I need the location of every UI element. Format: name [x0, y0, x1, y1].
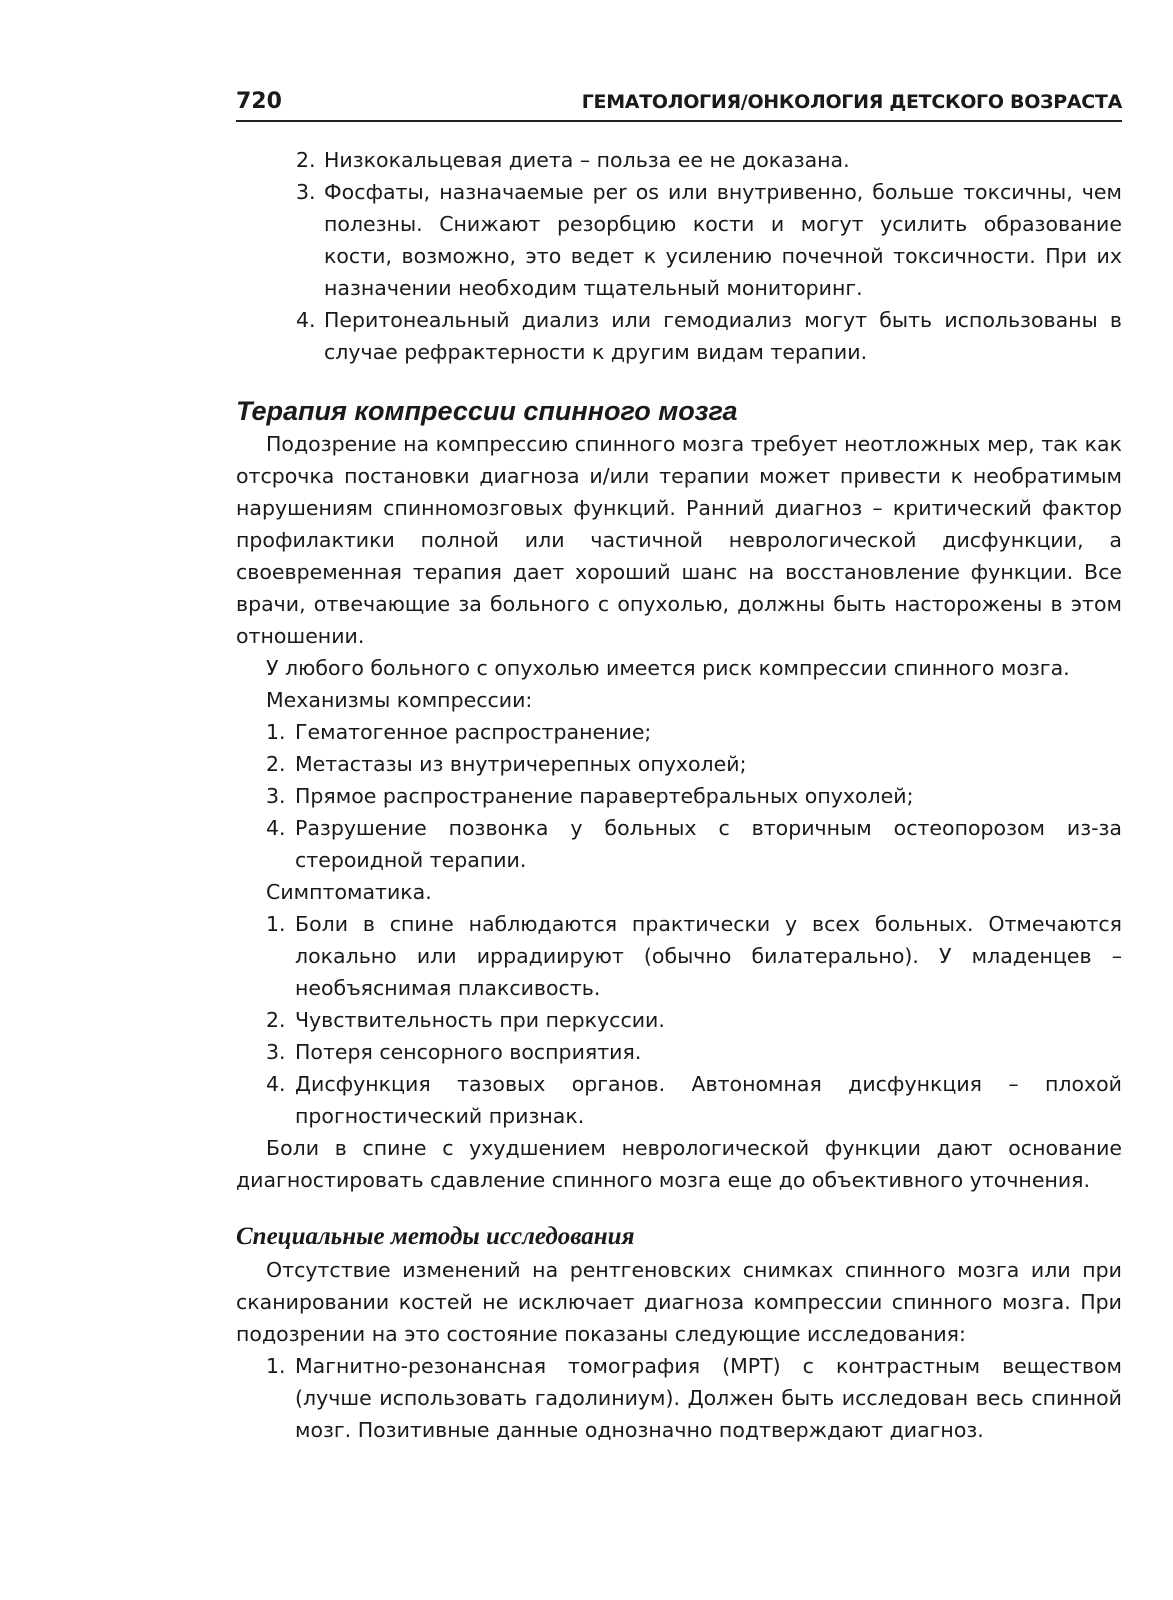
subsection-heading: Специальные методы исследования: [236, 1223, 635, 1250]
list-item-text: Боли в спине наблюдаются практически у всех больных. Отмечаются локально или иррадиируют (обычно билатерально). У младенцев – необъяснимая плаксивость.: [295, 912, 1122, 1000]
paragraph: Отсутствие изменений на рентгеновских снимках спинного мозга или при сканировании костей не исключает диагноза компрессии спинного мозга. При подозрении на это состояние показаны следующие исследования:: [236, 1258, 1122, 1346]
list-item-number: 1.: [266, 720, 286, 744]
running-title: ГЕМАТОЛОГИЯ/ОНКОЛОГИЯ ДЕТСКОГО ВОЗРАСТА: [581, 91, 1122, 113]
mechanisms-title: Механизмы компрессии:: [266, 688, 533, 712]
list-item: [236, 748, 1122, 780]
list-item: [236, 716, 1122, 748]
list-item: [236, 1350, 1122, 1446]
list-item-text: Перитонеальный диализ или гемодиализ могут быть использованы в случае рефрактерности к другим видам терапии.: [324, 308, 1122, 364]
list-item: [236, 1004, 1122, 1036]
list-item: [236, 1036, 1122, 1068]
list-item-text: Гематогенное распространение;: [295, 720, 652, 744]
list-item: [236, 812, 1122, 876]
list-item: [236, 908, 1122, 1004]
list-item-number: 1.: [266, 912, 286, 936]
page-header: [236, 86, 1122, 122]
list-item-text: Магнитно-резонансная томография (МРТ) с контрастным веществом (лучше использовать гадолиниум). Должен быть исследован весь спинной мозг. Позитивные данные однозначно подтверждают диагноз.: [295, 1354, 1122, 1442]
list-item-text: Метастазы из внутричерепных опухолей;: [295, 752, 747, 776]
list-item-text: Потеря сенсорного восприятия.: [295, 1040, 642, 1064]
section-spinal-compression: [236, 394, 1122, 1196]
list-item-number: 2.: [266, 1008, 286, 1032]
list-item-number: 4.: [296, 308, 316, 332]
paragraph: Подозрение на компрессию спинного мозга требует неотложных мер, так как отсрочка постановки диагноза и/или терапии может привести к необратимым нарушениям спинномозговых функций. Ранний диагноз – критический фактор профилактики полной или частичной неврологической дисфункции, а своевременная терапия дает хороший шанс на восстановление функции. Все врачи, отвечающие за больного с опухолью, должны быть насторожены в этом отношении.: [236, 432, 1122, 648]
top-numbered-list: [236, 144, 1122, 368]
list-item-text: Разрушение позвонка у больных с вторичным остеопорозом из-за стероидной терапии.: [295, 816, 1122, 872]
list-item-text: Фосфаты, назначаемые per os или внутривенно, больше токсичны, чем полезны. Снижают резорбцию кости и могут усилить образование кости, возможно, это ведет к усилению почечной токсичности. При их назначении необходим тщательный мониторинг.: [324, 180, 1122, 300]
list-item-text: Дисфункция тазовых органов. Автономная дисфункция – плохой прогностический признак.: [295, 1072, 1122, 1128]
list-item: [236, 144, 1122, 176]
list-item-number: 1.: [266, 1354, 286, 1378]
page-number: 720: [236, 89, 282, 114]
list-item: [236, 780, 1122, 812]
list-item: [236, 176, 1122, 304]
list-item-text: Чувствительность при перкуссии.: [295, 1008, 665, 1032]
list-item-number: 2.: [296, 148, 316, 172]
paragraph: У любого больного с опухолью имеется риск компрессии спинного мозга.: [266, 656, 1070, 680]
list-item: [236, 304, 1122, 368]
symptoms-title: Симптоматика.: [266, 880, 432, 904]
list-item-number: 4.: [266, 1072, 286, 1096]
list-item-number: 3.: [296, 180, 316, 204]
list-item-number: 3.: [266, 784, 286, 808]
list-item-text: Низкокальцевая диета – польза ее не доказана.: [324, 148, 850, 172]
list-item-number: 3.: [266, 1040, 286, 1064]
list-item-text: Прямое распространение паравертебральных опухолей;: [295, 784, 914, 808]
paragraph: Боли в спине с ухудшением неврологической функции дают основание диагностировать сдавление спинного мозга еще до объективного уточнения.: [236, 1136, 1122, 1192]
list-item-number: 4.: [266, 816, 286, 840]
section-special-methods: [236, 1220, 1122, 1446]
list-item: [236, 1068, 1122, 1132]
list-item-number: 2.: [266, 752, 286, 776]
section-heading: Терапия компрессии спинного мозга: [236, 396, 738, 426]
